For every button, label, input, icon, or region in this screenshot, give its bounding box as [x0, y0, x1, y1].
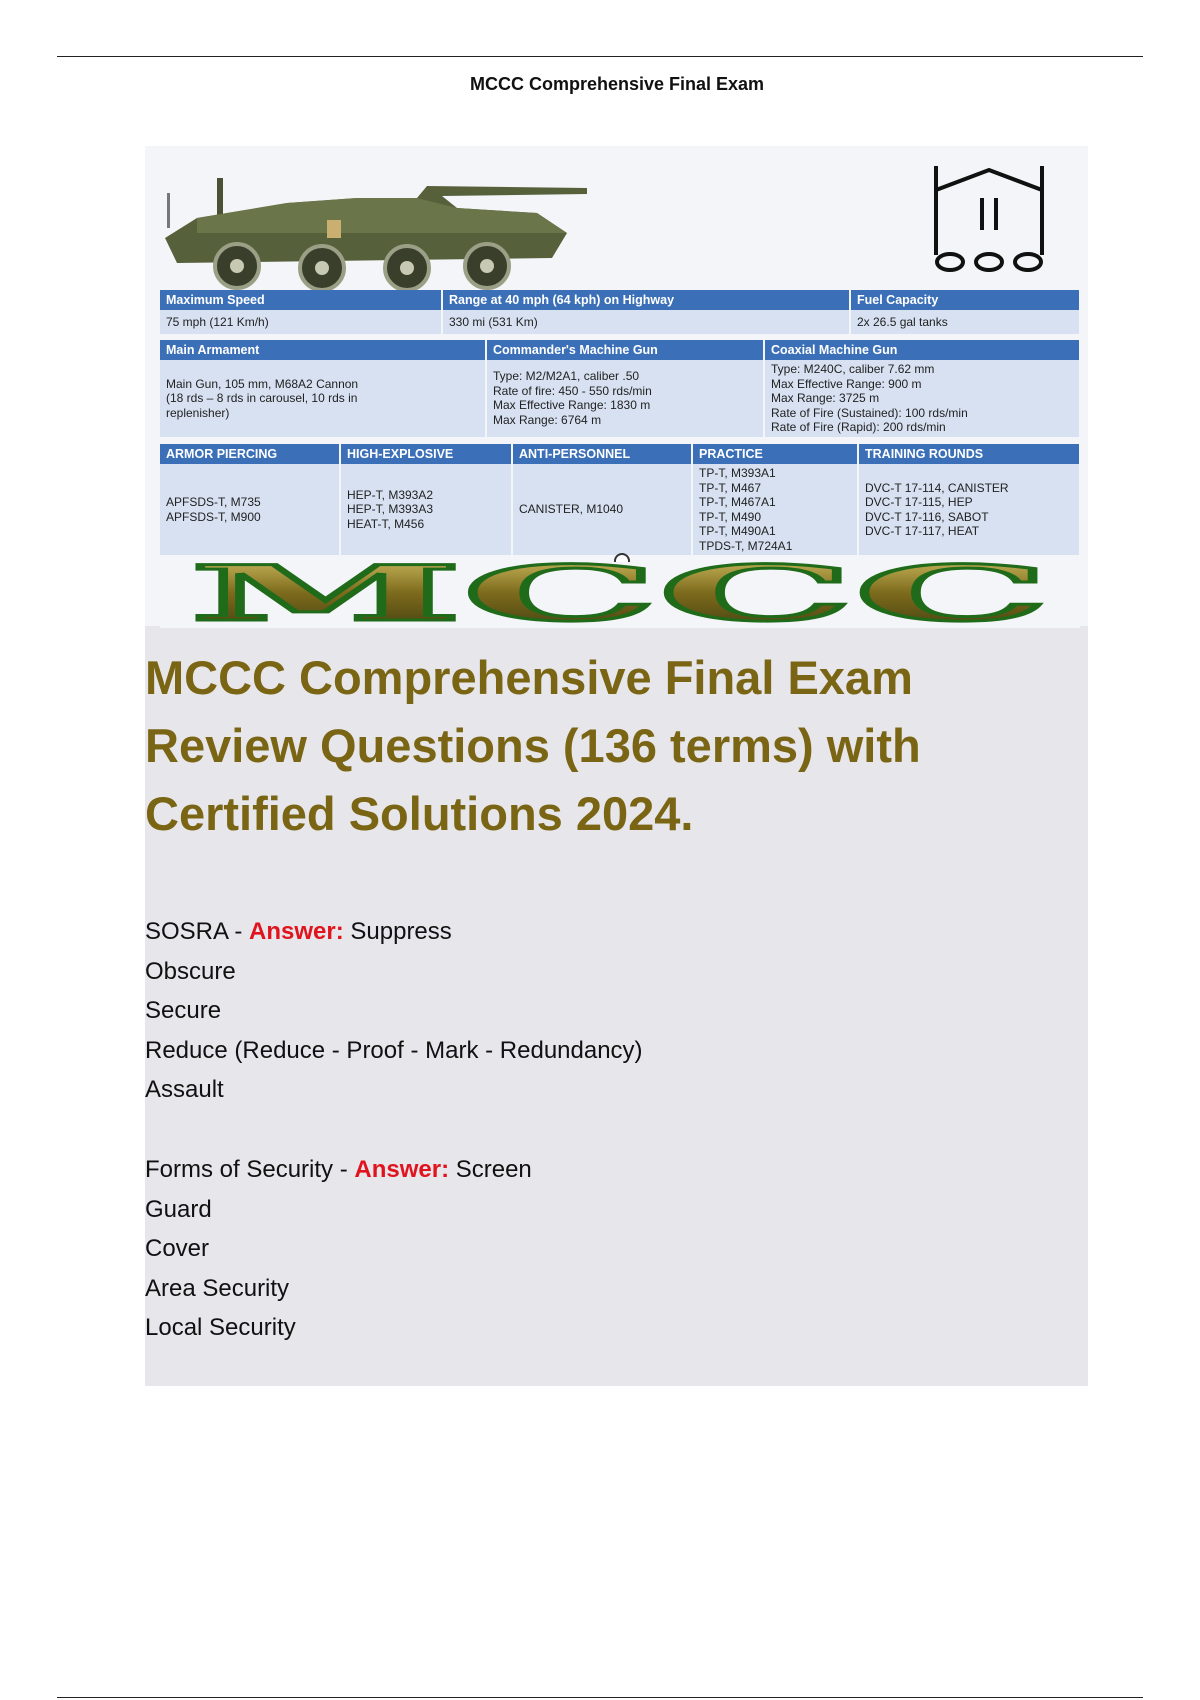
armament-table	[160, 340, 1081, 437]
coaxial-gun-header: Coaxial Machine Gun	[764, 340, 1080, 360]
mccc-logo-text: MCCC	[190, 562, 1050, 628]
main-armament-header: Main Armament	[160, 340, 486, 360]
ammunition-table	[160, 444, 1081, 555]
range-header: Range at 40 mph (64 kph) on Highway	[442, 290, 850, 310]
qa-answer-line: Obscure	[145, 957, 236, 985]
qa-answer-line: Secure	[145, 997, 222, 1024]
qa-answer-line: Guard	[145, 1195, 212, 1223]
answer-label: Answer:	[249, 918, 344, 945]
range-value: 330 mi (531 Km)	[442, 310, 850, 334]
qa-answer-first: Screen	[449, 1156, 532, 1183]
qa-answer-line: Cover	[145, 1235, 210, 1262]
ammo-training-rounds-value: DVC-T 17-114, CANISTER DVC-T 17-115, HEP DVC-T 17-116, SABOT DVC-T 17-117, HEAT	[858, 464, 1080, 555]
answer-label: Answer:	[354, 1156, 450, 1183]
qa-item-sosra	[145, 912, 1045, 1110]
mccc-logo	[160, 562, 1080, 628]
ammo-header-armor-piercing: ARMOR PIERCING	[160, 444, 340, 464]
ammo-header-practice: PRACTICE	[692, 444, 858, 464]
main-armament-value: Main Gun, 105 mm, M68A2 Cannon (18 rds – 8 rds in carousel, 10 rds in replenisher)	[160, 360, 486, 437]
max-speed-header: Maximum Speed	[160, 290, 442, 310]
header-rule	[57, 56, 1143, 57]
fuel-capacity-header: Fuel Capacity	[850, 290, 1080, 310]
spec-banner-image	[145, 146, 1088, 626]
qa-answer-first: Suppress	[343, 918, 452, 945]
commanders-gun-value: Type: M2/M2A1, caliber .50 Rate of fire: 450 - 550 rds/min Max Effective Range: 1830 m Max Range: 6764 m	[486, 360, 764, 437]
ammo-header-anti-personnel: ANTI-PERSONNEL	[512, 444, 692, 464]
qa-term: Forms of Security -	[145, 1156, 355, 1183]
ammo-high-explosive-value: HEP-T, M393A2 HEP-T, M393A3 HEAT-T, M456	[340, 464, 512, 555]
qa-answer-line: Reduce (Reduce - Proof - Mark - Redundancy)	[145, 1036, 643, 1064]
footer-rule	[57, 1697, 1143, 1698]
speed-range-fuel-table	[160, 290, 1081, 334]
qa-answer-line: Assault	[145, 1076, 224, 1103]
qa-answer-line: Local Security	[145, 1314, 296, 1341]
coaxial-gun-value: Type: M240C, caliber 7.62 mm Max Effective Range: 900 m Max Range: 3725 m Rate of Fire (Sustained): 100 rds/min Rate of Fire (Rapid): 200 rds/min	[764, 360, 1080, 437]
qa-item-forms-of-security	[145, 1150, 1045, 1348]
qa-first-line	[145, 912, 1045, 952]
page-header-title: MCCC Comprehensive Final Exam	[469, 74, 765, 94]
content-panel	[145, 146, 1088, 1386]
armored-vehicle-icon	[157, 158, 617, 298]
qa-term: SOSRA -	[145, 918, 250, 945]
ammo-header-training-rounds: TRAINING ROUNDS	[858, 444, 1080, 464]
ammo-anti-personnel-value: CANISTER, M1040	[512, 464, 692, 555]
ammo-header-high-explosive: HIGH-EXPLOSIVE	[340, 444, 512, 464]
unit-insignia-icon	[930, 160, 1048, 274]
ammo-armor-piercing-value: APFSDS-T, M735 APFSDS-T, M900	[160, 464, 340, 555]
fuel-capacity-value: 2x 26.5 gal tanks	[850, 310, 1080, 334]
document-title: MCCC Comprehensive Final Exam Review Questions (136 terms) with Certified Solutions 2024.	[145, 651, 921, 840]
ammo-practice-value: TP-T, M393A1 TP-T, M467 TP-T, M467A1 TP-T, M490 TP-T, M490A1 TPDS-T, M724A1	[692, 464, 858, 555]
qa-answer-line: Area Security	[145, 1274, 290, 1302]
max-speed-value: 75 mph (121 Km/h)	[160, 310, 442, 334]
commanders-gun-header: Commander's Machine Gun	[486, 340, 764, 360]
qa-first-line	[145, 1150, 1045, 1190]
